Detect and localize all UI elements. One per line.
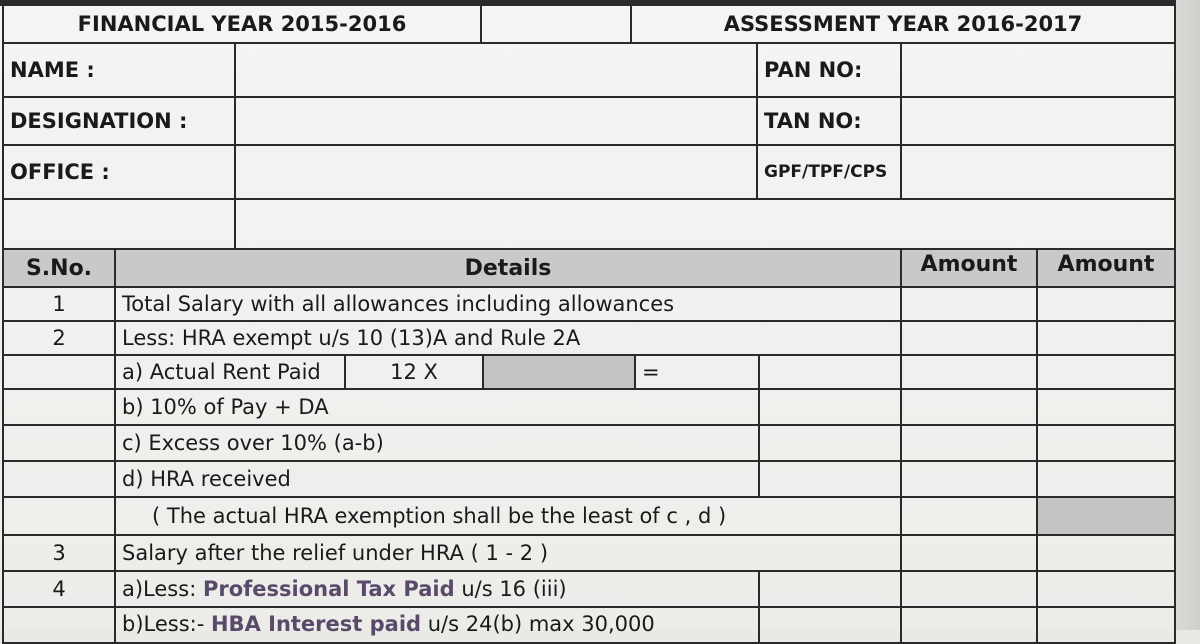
row4-sno (2, 570, 116, 608)
tan-value-field[interactable] (900, 96, 1176, 146)
row1-sno-text: 1 (52, 292, 66, 316)
row4b-sno (2, 606, 116, 644)
row2a-result[interactable] (758, 354, 902, 390)
row2-sno (2, 320, 116, 356)
row4a-prefix-text: a)Less: (122, 577, 203, 601)
row2b-result[interactable] (758, 388, 902, 426)
column-header-amount-2 (1036, 248, 1176, 288)
gpf-value-field[interactable] (900, 144, 1176, 200)
row4b-amount-2[interactable] (1036, 606, 1176, 644)
row2d-result[interactable] (758, 460, 902, 498)
row1-amount-1[interactable] (900, 286, 1038, 322)
amount2-header-text: Amount (1057, 252, 1155, 277)
row2e-details (114, 496, 902, 536)
row2c-details (114, 424, 760, 462)
row1-details-text: Total Salary with all allowances including allowances (122, 292, 675, 316)
tan-label-cell (756, 96, 902, 146)
row2e-details-text: ( The actual HRA exemption shall be the least of c , d ) (152, 504, 727, 528)
row2c-details-text: c) Excess over 10% (a-b) (122, 431, 384, 455)
row1-amount-2[interactable] (1036, 286, 1176, 322)
row2a-details-text: a) Actual Rent Paid (122, 360, 321, 384)
row2b-details-text: b) 10% of Pay + DA (122, 395, 329, 419)
pan-value-field[interactable] (900, 42, 1176, 98)
gpf-label: GPF/TPF/CPS (764, 162, 888, 182)
name-label-cell (2, 42, 236, 98)
row2d-details (114, 460, 760, 498)
row4b-details (114, 606, 760, 644)
row2b-details (114, 388, 760, 426)
row3-sno (2, 534, 116, 572)
assessment-year-title (630, 4, 1176, 44)
row4a-details (114, 570, 760, 608)
pan-label-cell (756, 42, 902, 98)
scan-right-edge (1176, 0, 1200, 630)
row2d-amount-2[interactable] (1036, 460, 1176, 498)
row3-details-text: Salary after the relief under HRA ( 1 - 2 ) (122, 541, 549, 565)
row2d-sno (2, 460, 116, 498)
row2-amount-1[interactable] (900, 320, 1038, 356)
row4-sno-text: 4 (52, 577, 66, 601)
financial-year-title (2, 4, 482, 44)
header-blank-cell (480, 4, 632, 44)
designation-value-field[interactable] (234, 96, 758, 146)
tan-label: TAN NO: (764, 109, 862, 133)
row4a-highlight-text: Professional Tax Paid (202, 577, 455, 601)
blank-label-cell (2, 198, 236, 250)
name-label: NAME : (10, 58, 95, 82)
row2a-details (114, 354, 346, 390)
row2e-amount-2[interactable] (1036, 496, 1176, 536)
pan-label: PAN NO: (764, 58, 863, 82)
row4b-highlight-text: HBA Interest paid (210, 612, 422, 636)
row2-details (114, 320, 902, 356)
row2a-equals (634, 354, 760, 390)
row4b-result[interactable] (758, 606, 902, 644)
financial-year-text: FINANCIAL YEAR 2015-2016 (77, 12, 407, 36)
row2a-sno (2, 354, 116, 390)
row3-amount-2[interactable] (1036, 534, 1176, 572)
row4a-suffix-text: u/s 16 (iii) (454, 577, 567, 601)
row3-details (114, 534, 902, 572)
row1-sno (2, 286, 116, 322)
row2a-rent-input[interactable] (482, 354, 636, 390)
row2d-details-text: d) HRA received (122, 467, 291, 491)
row2a-multiplier-text: 12 X (390, 360, 438, 384)
row4a-amount-2[interactable] (1036, 570, 1176, 608)
column-header-sno (2, 248, 116, 288)
row2c-result[interactable] (758, 424, 902, 462)
row2d-amount-1[interactable] (900, 460, 1038, 498)
row4a-amount-1[interactable] (900, 570, 1038, 608)
row4b-amount-1[interactable] (900, 606, 1038, 644)
column-header-amount-1 (900, 248, 1038, 288)
row4b-prefix-text: b)Less:- (122, 612, 211, 636)
column-header-details (114, 248, 902, 288)
row2b-amount-1[interactable] (900, 388, 1038, 426)
row2b-sno (2, 388, 116, 426)
amount1-header-text: Amount (920, 252, 1018, 277)
row4b-suffix-text: u/s 24(b) max 30,000 (421, 612, 655, 636)
designation-label: DESIGNATION : (10, 109, 188, 133)
row2a-equals-text: = (642, 360, 660, 384)
row1-details (114, 286, 902, 322)
row3-sno-text: 3 (52, 541, 66, 565)
assessment-year-text: ASSESSMENT YEAR 2016-2017 (723, 12, 1083, 36)
office-label-cell (2, 144, 236, 200)
row2c-amount-2[interactable] (1036, 424, 1176, 462)
sno-header-text: S.No. (25, 255, 93, 281)
row2b-amount-2[interactable] (1036, 388, 1176, 426)
row2-amount-2[interactable] (1036, 320, 1176, 356)
row2-details-text: Less: HRA exempt u/s 10 (13)A and Rule 2A (122, 326, 581, 350)
row3-amount-1[interactable] (900, 534, 1038, 572)
office-value-field[interactable] (234, 144, 758, 200)
designation-label-cell (2, 96, 236, 146)
row4a-result[interactable] (758, 570, 902, 608)
row2c-sno (2, 424, 116, 462)
row2e-sno (2, 496, 116, 536)
row2e-amount-1[interactable] (900, 496, 1038, 536)
row2c-amount-1[interactable] (900, 424, 1038, 462)
row2a-amount-1[interactable] (900, 354, 1038, 390)
row2-sno-text: 2 (52, 326, 66, 350)
row2a-multiplier (344, 354, 484, 390)
details-header-text: Details (464, 255, 552, 281)
row2a-amount-2[interactable] (1036, 354, 1176, 390)
blank-value-field[interactable] (234, 198, 1176, 250)
office-label: OFFICE : (10, 160, 110, 184)
name-value-field[interactable] (234, 42, 758, 98)
gpf-label-cell (756, 144, 902, 200)
